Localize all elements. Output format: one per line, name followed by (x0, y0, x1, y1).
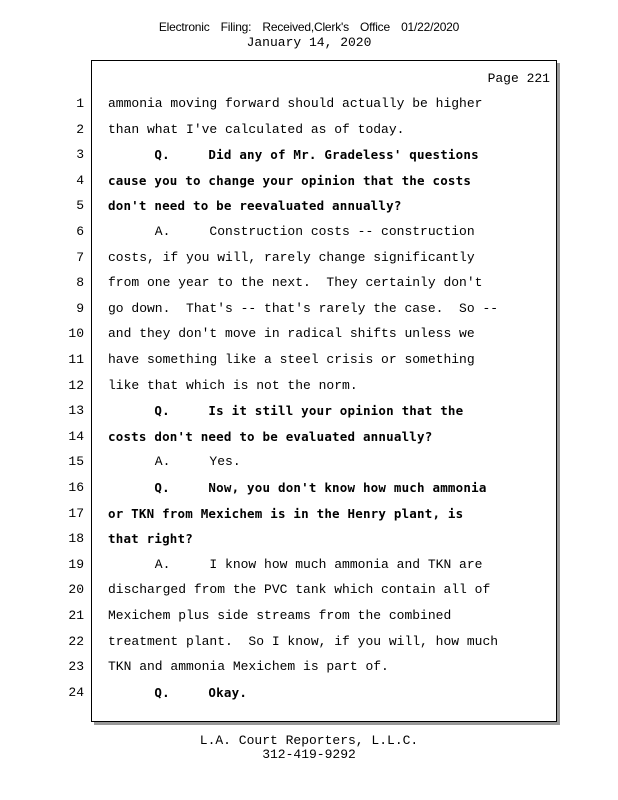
line-number: 17 (68, 506, 84, 521)
transcript-line: from one year to the next. They certainly don't (108, 275, 483, 290)
footer-phone: 312-419-9292 (262, 747, 356, 762)
line-number: 15 (68, 454, 84, 469)
line-number: 22 (68, 634, 84, 649)
transcript-line: costs don't need to be evaluated annually? (108, 429, 433, 444)
line-number: 20 (68, 582, 84, 597)
line-number: 12 (68, 378, 84, 393)
line-number: 4 (76, 173, 84, 188)
line-number: 13 (68, 403, 84, 418)
line-number: 19 (68, 557, 84, 572)
transcript-date: January 14, 2020 (246, 35, 372, 50)
line-number: 8 (76, 275, 84, 290)
transcript-line: go down. That's -- that's rarely the case. So -- (108, 301, 499, 316)
line-number: 3 (76, 147, 84, 162)
transcript-line: Q. Did any of Mr. Gradeless' questions (108, 147, 479, 162)
transcript-line: that right? (108, 531, 193, 546)
transcript-line: don't need to be reevaluated annually? (108, 198, 402, 213)
transcript-line: ammonia moving forward should actually be higher (108, 96, 483, 111)
transcript-line: Mexichem plus side streams from the combined (108, 608, 452, 623)
transcript-line: like that which is not the norm. (108, 378, 358, 393)
line-number: 11 (68, 352, 84, 367)
filing-stamp-header: Electronic Filing: Received,Clerk's Office 01/22/2020 (158, 20, 460, 34)
transcript-line: discharged from the PVC tank which contain all of (108, 582, 491, 597)
footer-reporter: L.A. Court Reporters, L.L.C. (199, 733, 419, 748)
line-number: 10 (68, 326, 84, 341)
transcript-line: treatment plant. So I know, if you will, how much (108, 634, 499, 649)
line-number: 23 (68, 659, 84, 674)
line-number: 7 (76, 250, 84, 265)
line-number: 21 (68, 608, 84, 623)
transcript-line: than what I've calculated as of today. (108, 122, 405, 137)
line-number: 14 (68, 429, 84, 444)
line-number: 6 (76, 224, 84, 239)
line-number: 18 (68, 531, 84, 546)
transcript-line: TKN and ammonia Mexichem is part of. (108, 659, 389, 674)
transcript-line: or TKN from Mexichem is in the Henry plant, is (108, 506, 464, 521)
transcript-line: Q. Now, you don't know how much ammonia (108, 480, 487, 495)
line-number: 1 (76, 96, 84, 111)
page-number: Page 221 (487, 71, 550, 86)
line-number: 24 (68, 685, 84, 700)
transcript-line: A. Construction costs -- construction (108, 224, 475, 239)
line-number: 5 (76, 198, 84, 213)
transcript-line: A. Yes. (108, 454, 241, 469)
transcript-line: Q. Okay. (108, 685, 248, 700)
transcript-line: Q. Is it still your opinion that the (108, 403, 464, 418)
transcript-line: A. I know how much ammonia and TKN are (108, 557, 483, 572)
transcript-line: cause you to change your opinion that the costs (108, 173, 472, 188)
transcript-line: and they don't move in radical shifts unless we (108, 326, 475, 341)
line-number: 9 (76, 301, 84, 316)
transcript-line: have something like a steel crisis or something (108, 352, 475, 367)
transcript-line: costs, if you will, rarely change significantly (108, 250, 475, 265)
line-number: 2 (76, 122, 84, 137)
line-number: 16 (68, 480, 84, 495)
